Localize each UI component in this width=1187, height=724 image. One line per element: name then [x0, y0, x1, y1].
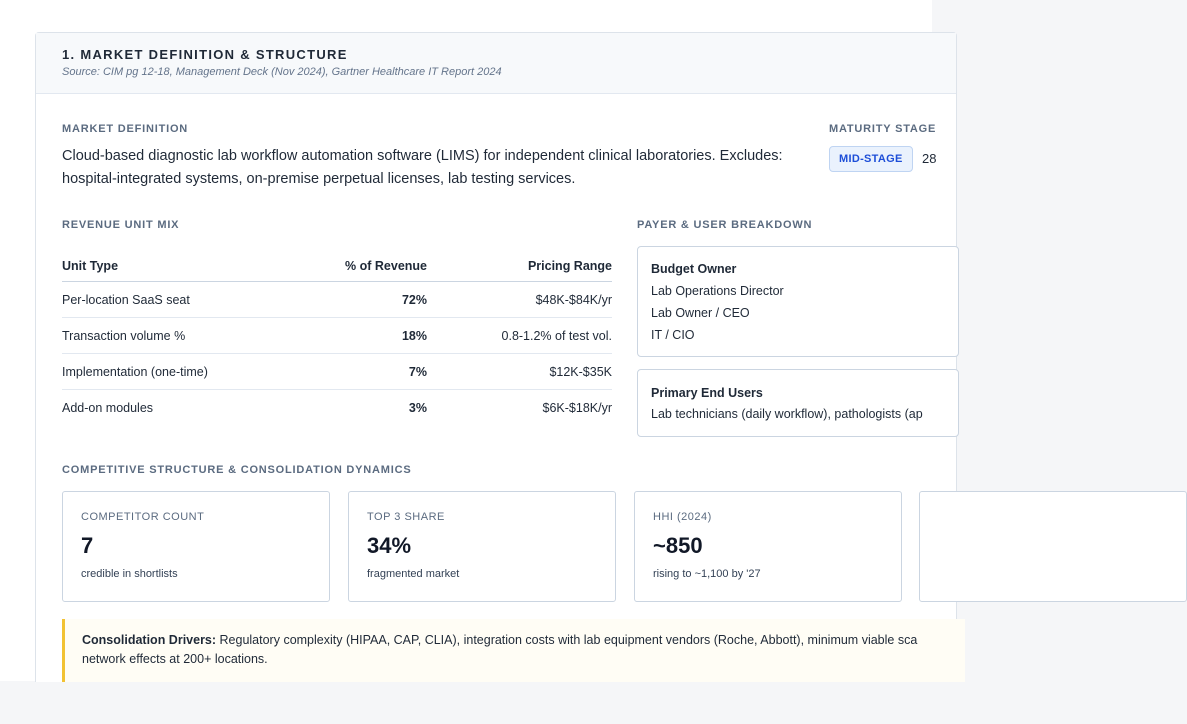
primary-end-users-text: Lab technicians (daily workflow), pathologists (ap	[651, 407, 923, 421]
metric-card-partial	[919, 491, 1187, 602]
revenue-mix-table	[62, 251, 612, 425]
pct-revenue-cell: 3%	[408, 400, 427, 415]
source-citation: Source: CIM pg 12-18, Management Deck (Nov 2024), Gartner Healthcare IT Report 2024	[62, 66, 502, 78]
consolidation-drivers-label: Consolidation Drivers:	[82, 633, 217, 647]
budget-owner-title: Budget Owner	[651, 262, 737, 276]
metric-value: 34%	[367, 533, 412, 558]
budget-owner-item: Lab Operations Director	[651, 284, 784, 298]
consolidation-drivers-body: Regulatory complexity (HIPAA, CAP, CLIA), integration costs with lab equipment vendors (Roche, Abbott), minimum viable sca	[216, 633, 918, 647]
consolidation-drivers-text	[82, 631, 962, 669]
unit-type-cell: Add-on modules	[62, 400, 154, 415]
metric-card-top3-share	[348, 491, 616, 602]
market-definition-card	[35, 32, 957, 682]
pricing-range-cell: $12K-$35K	[427, 354, 612, 390]
payer-breakdown-label: PAYER & USER BREAKDOWN	[637, 219, 813, 231]
maturity-stage-label: MATURITY STAGE	[829, 123, 937, 135]
section-title: 1. MARKET DEFINITION & STRUCTURE	[62, 47, 348, 62]
pricing-range-cell: $6K-$18K/yr	[542, 400, 612, 415]
market-definition-label: MARKET DEFINITION	[62, 123, 189, 135]
unit-type-cell: Per-location SaaS seat	[62, 282, 322, 318]
pricing-range-cell: 0.8-1.2% of test vol.	[427, 318, 612, 354]
metric-subtext: fragmented market	[367, 568, 460, 580]
maturity-detail: 28	[922, 151, 937, 166]
pct-revenue-cell: 72%	[322, 282, 427, 318]
metric-value: ~850	[653, 533, 703, 558]
card-header	[36, 33, 956, 94]
primary-end-users-box	[637, 369, 959, 437]
pricing-range-cell: $48K-$84K/yr	[427, 282, 612, 318]
table-row	[62, 282, 612, 318]
consolidation-drivers-callout	[62, 619, 965, 682]
unit-type-cell: Transaction volume %	[62, 318, 322, 354]
metric-value: 7	[81, 533, 94, 558]
pct-revenue-cell: 7%	[322, 354, 427, 390]
column-header-pct-revenue: % of Revenue	[322, 251, 427, 282]
budget-owner-box	[637, 246, 959, 357]
competitive-structure-label: COMPETITIVE STRUCTURE & CONSOLIDATION DYNAMICS	[62, 464, 412, 476]
metric-subtext: rising to ~1,100 by '27	[653, 568, 761, 580]
pct-revenue-cell: 18%	[322, 318, 427, 354]
maturity-stage-badge: MID-STAGE	[829, 146, 913, 172]
revenue-mix-label: REVENUE UNIT MIX	[62, 219, 180, 231]
metric-subtext: credible in shortlists	[81, 568, 178, 580]
metric-card-hhi	[634, 491, 902, 602]
table-header-row	[62, 251, 612, 282]
metric-label: HHI (2024)	[653, 511, 712, 523]
metric-label: TOP 3 SHARE	[367, 511, 445, 523]
primary-end-users-title: Primary End Users	[651, 386, 763, 400]
column-header-unit-type: Unit Type	[62, 251, 322, 282]
table-row	[62, 390, 612, 426]
column-header-pricing-range: Pricing Range	[427, 251, 612, 282]
table-row	[62, 318, 612, 354]
market-definition-text: Cloud-based diagnostic lab workflow automation software (LIMS) for independent clinical laboratories. Excludes: hospital-integrated systems, on-premise perpetual licenses, lab testing services.	[62, 148, 783, 187]
consolidation-drivers-body-continued: network effects at 200+ locations.	[82, 652, 268, 666]
unit-type-cell: Implementation (one-time)	[62, 354, 322, 390]
metric-card-competitor-count	[62, 491, 330, 602]
budget-owner-item: Lab Owner / CEO	[651, 306, 750, 320]
metric-label: COMPETITOR COUNT	[81, 511, 205, 523]
budget-owner-item: IT / CIO	[651, 328, 695, 342]
table-row	[62, 354, 612, 390]
